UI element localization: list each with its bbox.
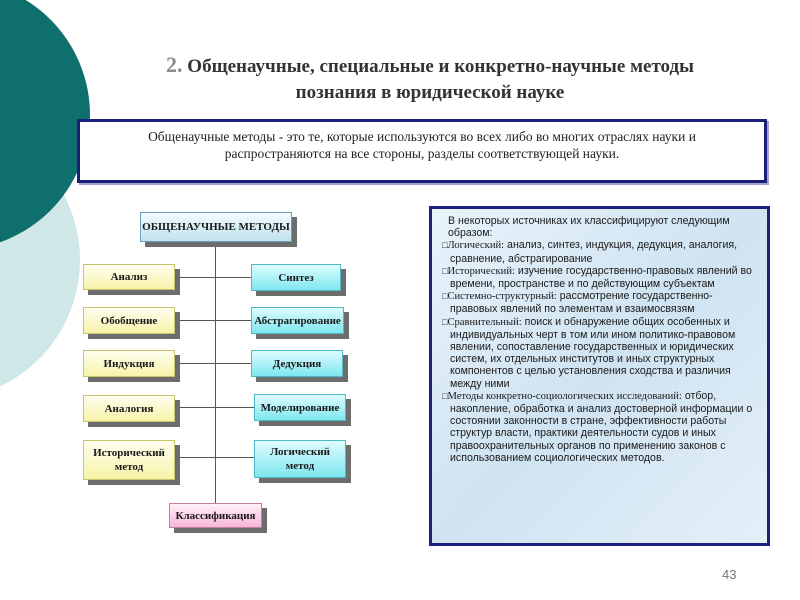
branch-line	[175, 320, 252, 321]
info-item-systemic: □Системно-структурный: рассмотрение государственно-правовых явлений по элементам и взаимосвязям	[442, 290, 713, 316]
classification-info-box	[429, 206, 770, 546]
bullet-square: □	[442, 316, 448, 327]
method-modeling: Моделирование	[254, 394, 346, 421]
trunk-line	[215, 241, 216, 505]
bullet-square: □	[442, 390, 448, 401]
method-historical: Исторический метод	[83, 440, 175, 480]
page-number: 43	[722, 567, 737, 582]
method-induction: Индукция	[83, 350, 175, 377]
method-generalization: Обобщение	[83, 307, 175, 334]
info-item-sociological: □Методы конкретно-социологических исследований: отбор, накопление, обработка и анализ достоверной информации о состоянии законности в стране, эффективности работы структур власти, практики деятельности судов и иных правоохранительных органов по применению законов с использованием социологических методов.	[442, 389, 753, 464]
method-synthesis: Синтез	[251, 264, 341, 291]
method-abstraction: Абстрагирование	[251, 307, 344, 334]
info-item-historical: □Исторический: изучение государственно-правовых явлений во времени, пространстве и по действующим субъектам	[442, 264, 752, 291]
method-analysis: Анализ	[83, 264, 175, 290]
info-item-logical: □Логический: анализ, синтез, индукция, дедукция, аналогия, сравнение, абстрагирование	[442, 239, 738, 265]
title-number: 2.	[166, 52, 183, 77]
bullet-square: □	[442, 240, 448, 251]
method-logical: Логический метод	[254, 440, 346, 478]
info-intro: В некоторых источниках их классифицируют следующим образом:	[448, 215, 730, 240]
branch-line	[175, 457, 255, 458]
info-item-comparative: □Сравнительный: поиск и обнаружение общих особенных и индивидуальных черт в том или ином политико-правовом явлении, сопоставление государственных и юридических систем, их отдельных институтов и иных структурных компонентов с целью установления сходства и различия между ними	[442, 315, 736, 390]
bullet-square: □	[442, 291, 448, 302]
bullet-square: □	[442, 265, 448, 276]
branch-line	[175, 407, 255, 408]
diagram-root: ОБЩЕНАУЧНЫЕ МЕТОДЫ	[140, 212, 292, 242]
definition-text: Общенаучные методы - это те, которые используются во всех либо во многих отраслях науки и распространяются на все стороны, разделы соответствующей науки.	[148, 129, 696, 161]
method-deduction: Дедукция	[251, 350, 343, 377]
method-classification: Классификация	[169, 503, 262, 528]
branch-line	[175, 363, 252, 364]
title-text: Общенаучные, специальные и конкретно-научные методы познания в юридической науке	[187, 56, 694, 103]
method-analogy: Аналогия	[83, 395, 175, 422]
branch-line	[175, 277, 252, 278]
